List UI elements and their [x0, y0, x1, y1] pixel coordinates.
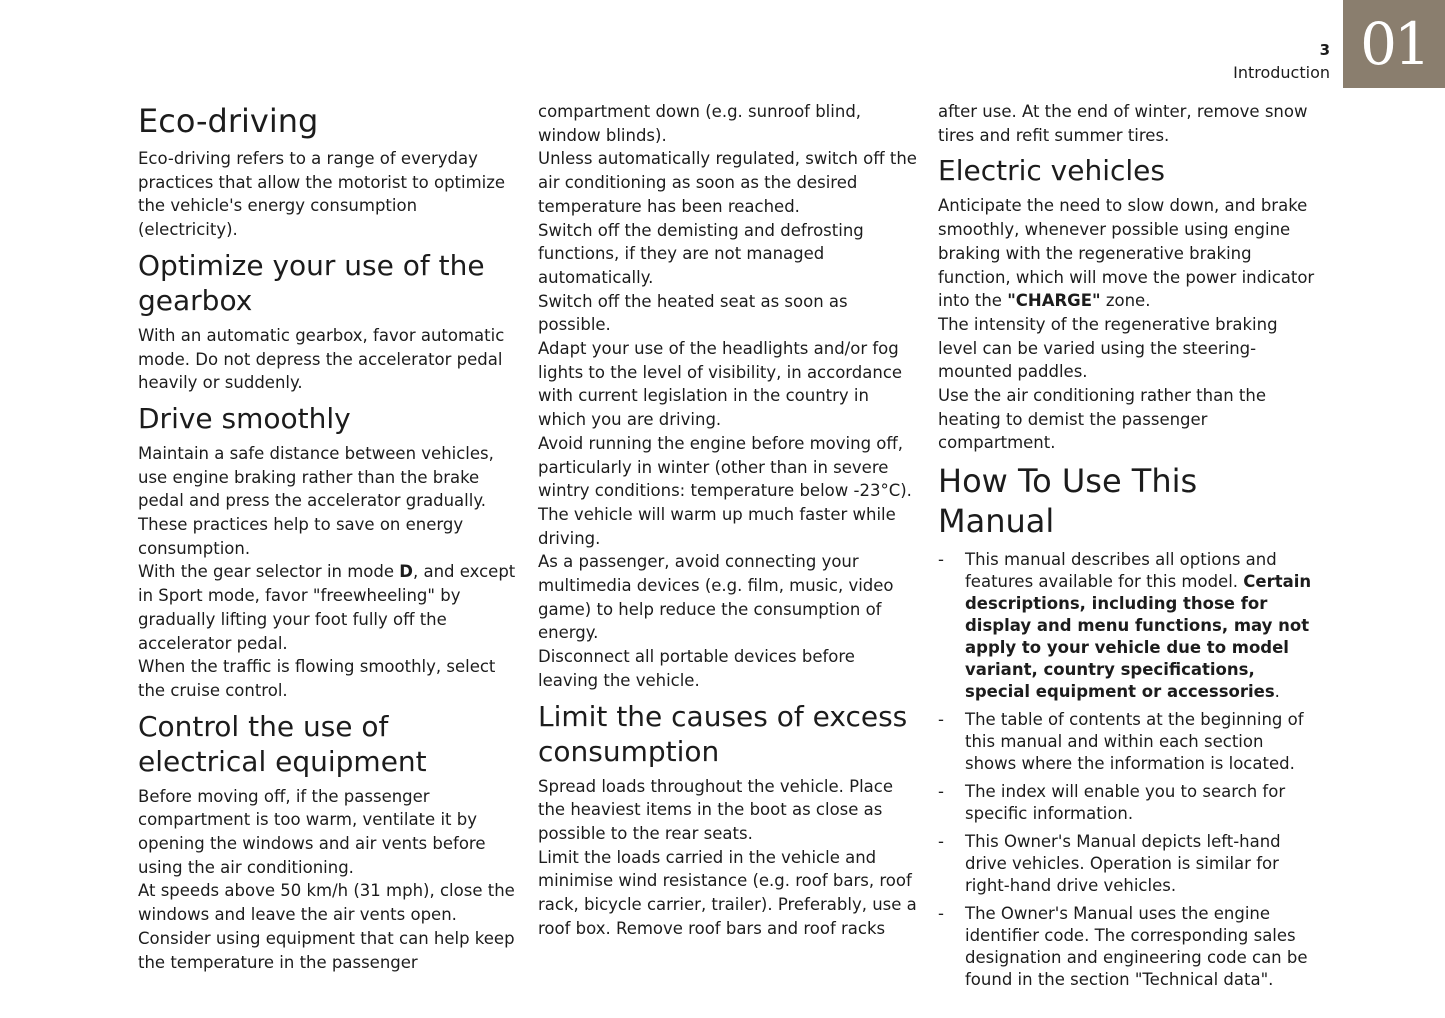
gear-selector-text: With the gear selector in mode D, and except in Sport mode, favor "freewheeling" by gradually lifting your foot fully off the accelerator pedal. — [138, 562, 516, 653]
bullet-dash: - — [938, 710, 944, 730]
col2-paragraph-3: Switch off the demisting and defrosting functions, if they are not managed automatically. — [538, 220, 864, 287]
drive-smoothly-title: Drive smoothly — [138, 401, 351, 435]
section-name: Introduction — [1233, 63, 1330, 82]
list-item: - This Owner's Manual depicts left-hand drive vehicles. Operation is similar for right-hand drive vehicles. — [938, 832, 1281, 896]
ev-text-1: Anticipate the need to slow down, and brake smoothly, whenever possible using engine braking with the regenerative braking function, which will move the power indicator into the "CHARGE" zone. — [938, 196, 1315, 311]
excess-text-2: Limit the loads carried in the vehicle and minimise wind resistance (e.g. roof bars, roof rack, bicycle carrier, trailer). Preferably, use a roof box. Remove roof bars and roof racks — [538, 847, 917, 938]
list-item: - The Owner's Manual uses the engine identifier code. The corresponding sales designation and engineering code can be found in the section "Technical data". — [938, 904, 1308, 990]
col2-paragraph-6: Avoid running the engine before moving off, particularly in winter (other than in severe wintry conditions: temperature below -23°C). The vehicle will warm up much faster while driving. — [538, 433, 912, 548]
col2-paragraph-4: Switch off the heated seat as soon as possible. — [538, 291, 848, 335]
column-2 — [538, 100, 918, 941]
chapter-tab: 01 — [1343, 0, 1445, 88]
ev-text-3: Use the air conditioning rather than the heating to demist the passenger compartment. — [938, 386, 1266, 453]
electrical-text-1: Before moving off, if the passenger compartment is too warm, ventilate it by opening the windows and air vents before using the air conditioning. — [138, 786, 486, 877]
page-header — [1233, 40, 1330, 84]
col2-paragraph-2: Unless automatically regulated, switch off the air conditioning as soon as the desired temperature has been reached. — [538, 149, 917, 216]
bullet-dash: - — [938, 782, 944, 802]
manual-list — [938, 549, 1318, 991]
how-to-use-title: How To Use This Manual — [938, 462, 1198, 541]
list-item: - The index will enable you to search for specific information. — [938, 782, 1286, 824]
list-item: - The table of contents at the beginning of this manual and within each section shows where the information is located. — [938, 710, 1304, 774]
gearbox-text: With an automatic gearbox, favor automatic mode. Do not depress the accelerator pedal heavily or suddenly. — [138, 325, 505, 393]
eco-driving-title: Eco-driving — [138, 102, 319, 140]
bullet-dash: - — [938, 550, 944, 570]
electric-vehicles-title: Electric vehicles — [938, 154, 1165, 188]
bullet-dash: - — [938, 904, 944, 924]
col2-paragraph-7: As a passenger, avoid connecting your multimedia devices (e.g. film, music, video game) to help reduce the consumption of energy. — [538, 552, 894, 643]
cruise-control-text: When the traffic is flowing smoothly, select the cruise control. — [138, 657, 496, 700]
electrical-title: Control the use of electrical equipment — [138, 709, 427, 778]
bullet-dash: - — [938, 832, 944, 852]
column-3 — [938, 100, 1318, 997]
excess-text-1: Spread loads throughout the vehicle. Place the heaviest items in the boot as close as possible to the rear seats. — [538, 776, 893, 843]
col2-paragraph-1: compartment down (e.g. sunroof blind, window blinds). — [538, 102, 862, 145]
page-number: 3 — [1319, 41, 1330, 59]
electrical-text-3: Consider using equipment that can help keep the temperature in the passenger — [138, 928, 515, 972]
electrical-text-2: At speeds above 50 km/h (31 mph), close the windows and leave the air vents open. — [138, 881, 515, 925]
list-item: - This manual describes all options and features available for this model. Certain descriptions, including those for display and menu functions, may not apply to your vehicle due to model variant, country specifications, special equipment or accessories. — [938, 550, 1312, 702]
ev-text-2: The intensity of the regenerative braking level can be varied using the steering-mounted paddles. — [938, 314, 1278, 382]
drive-smoothly-text: Maintain a safe distance between vehicles, use engine braking rather than the brake pedal and press the accelerator gradually. These practices help to save on energy consumption. — [138, 443, 494, 558]
excess-consumption-title: Limit the causes of excess consumption — [538, 699, 908, 768]
eco-driving-text: Eco-driving refers to a range of everyday practices that allow the motorist to optimize the vehicle's energy consumption (electricity). — [138, 149, 506, 240]
col2-paragraph-5: Adapt your use of the headlights and/or fog lights to the level of visibility, in accordance with current legislation in the country in which you are driving. — [538, 339, 903, 430]
gearbox-title: Optimize your use of the gearbox — [138, 248, 485, 317]
col2-paragraph-8: Disconnect all portable devices before leaving the vehicle. — [538, 647, 855, 690]
mode-d-label: D — [399, 562, 413, 582]
col3-paragraph-1: after use. At the end of winter, remove snow tires and refit summer tires. — [938, 102, 1308, 145]
column-1 — [138, 100, 518, 974]
charge-zone-label: "CHARGE" — [1007, 291, 1101, 311]
